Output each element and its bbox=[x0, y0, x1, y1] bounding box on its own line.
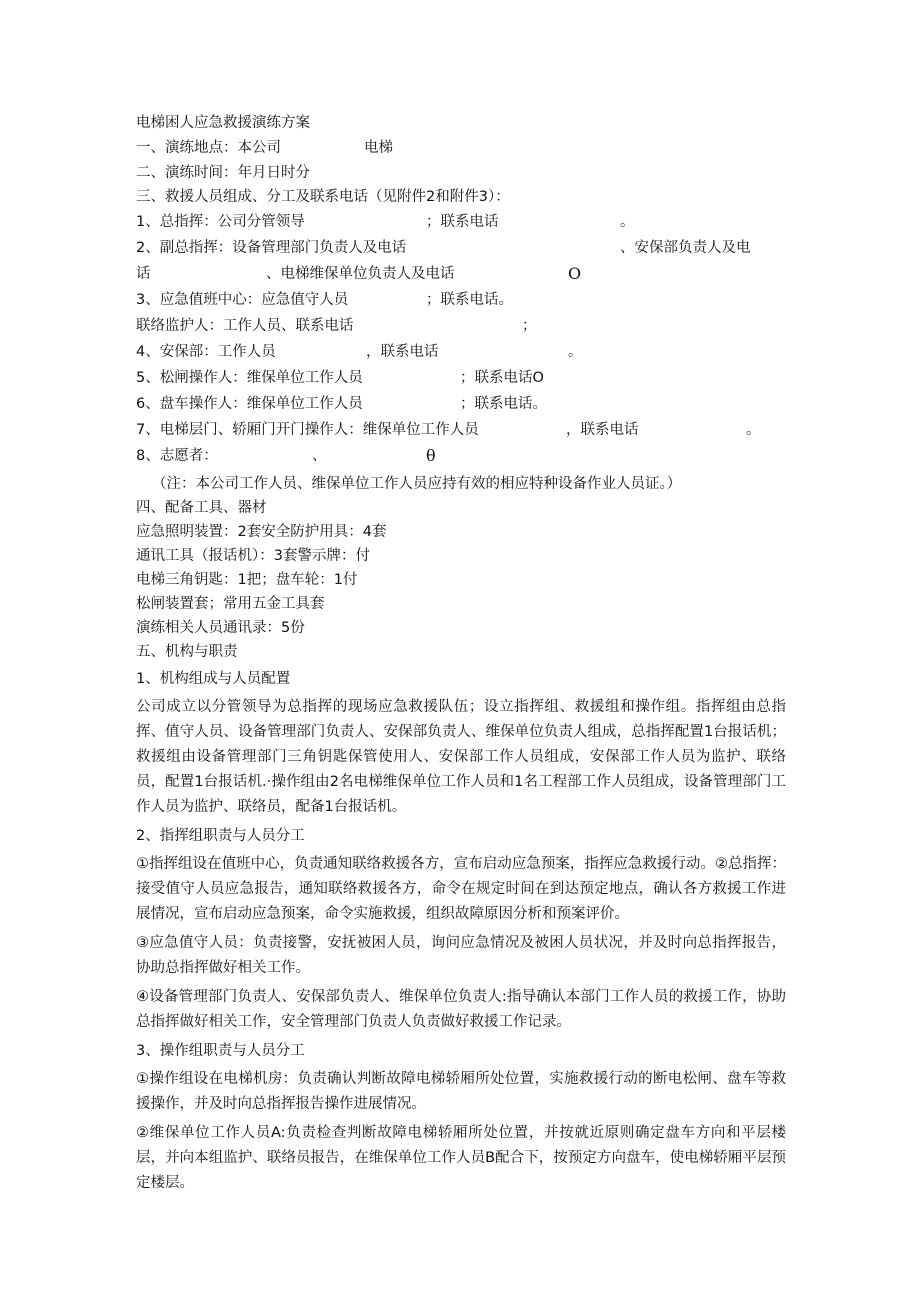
role-7-label: 7、电梯层门、轿厢门开门操作人：维保单位工作人员 bbox=[136, 422, 479, 438]
role-4-label: 4、安保部：工作人员 bbox=[136, 344, 276, 360]
role-4-phone: ，联系电话 bbox=[366, 344, 439, 360]
paragraph-operation-room: ①操作组设在电梯机房：负责确认判断故障电梯轿厢所处位置，实施救援行动的断电松闸、盘车等救援操作，并及时向总指挥报告操作进展情况。 bbox=[136, 1071, 786, 1112]
role-4-end: 。 bbox=[568, 344, 583, 360]
tool-item: 松闸装置套；常用五金工具套 bbox=[136, 596, 325, 612]
drill-location-line bbox=[136, 135, 786, 161]
section-5-heading: 五、机构与职责 bbox=[136, 644, 238, 660]
role-6-phone: ；联系电话。 bbox=[460, 396, 547, 412]
role-3-label: 3、应急值班中心：应急值守人员 bbox=[136, 292, 349, 308]
role-1-line bbox=[136, 209, 786, 235]
section-3-heading: 三、救援人员组成、分工及联系电话（见附件2和附件3）： bbox=[136, 189, 510, 205]
role-4-line bbox=[136, 339, 786, 365]
liaison-label: 联络监护人：工作人员、联系电话 bbox=[136, 318, 354, 334]
role-6-label: 6、盘车操作人：维保单位工作人员 bbox=[136, 396, 363, 412]
role-2-cont-end: O bbox=[568, 264, 582, 283]
certificate-note: （注：本公司工作人员、维保单位工作人员应持有效的相应特种设备作业人员证。） bbox=[152, 476, 682, 492]
tool-item: 应急照明装置：2套安全防护用具：4套 bbox=[136, 524, 387, 540]
role-8-end: θ bbox=[426, 446, 436, 465]
role-8-line bbox=[136, 443, 786, 469]
drill-location-label: 一、演练地点：本公司 bbox=[136, 140, 281, 156]
role-7-line bbox=[136, 417, 786, 443]
tool-item: 通讯工具（报话机）：3套警示牌：付 bbox=[136, 548, 370, 564]
role-2-label: 2、副总指挥：设备管理部门负责人及电话 bbox=[136, 240, 407, 256]
role-2-cont-line bbox=[136, 261, 786, 287]
role-8-label: 8、志愿者： bbox=[136, 448, 218, 464]
subsection-5-1-heading: 1、机构组成与人员配置 bbox=[136, 671, 291, 687]
paragraph-duty-staff: ③应急值守人员：负责接警，安抚被困人员，询问应急情况及被困人员状况，并及时向总指挥报告，协助总指挥做好相关工作。 bbox=[136, 935, 786, 976]
document-page bbox=[136, 111, 786, 1200]
subsection-5-3-heading: 3、操作组职责与人员分工 bbox=[136, 1043, 305, 1059]
role-7-end: 。 bbox=[746, 422, 761, 438]
tool-item: 演练相关人员通讯录：5份 bbox=[136, 620, 305, 636]
role-2-cont-mid: 、电梯维保单位负责人及电话 bbox=[266, 266, 455, 282]
role-1-phone: ；联系电话 bbox=[426, 214, 499, 230]
role-1-end: 。 bbox=[620, 214, 635, 230]
role-2-line bbox=[136, 235, 786, 261]
role-5-line bbox=[136, 365, 786, 391]
paragraph-organization: 公司成立以分管领导为总指挥的现场应急救援队伍；设立指挥组、救援组和操作组。指挥组由总指挥、值守人员、设备管理部门负责人、安保部负责人、维保单位负责人组成，总指挥配置1台报话机；救援组由设备管理部门三角钥匙保管使用人、安保部工作人员组成，安保部工作人员为监护、联络员，配置1台报话机.·操作组由2名电梯维保单位工作人员和1名工程部工作人员组成，设备管理部门工作人员为监护、联络员，配备1台报话机。 bbox=[136, 699, 786, 815]
drill-time-line: 二、演练时间：年月日时分 bbox=[136, 165, 310, 181]
role-7-phone: ，联系电话 bbox=[566, 422, 639, 438]
role-8-sep: 、 bbox=[312, 448, 327, 464]
paragraph-maintenance-staff-a: ②维保单位工作人员A:负责检查判断故障电梯轿厢所处位置，并按就近原则确定盘车方向和平层楼层，并向本组监护、联络员报告，在维保单位工作人员B配合下，按预定方向盘车，使电梯轿厢平层预定楼层。 bbox=[136, 1125, 786, 1191]
document-title: 电梯困人应急救援演练方案 bbox=[136, 115, 310, 131]
liaison-line bbox=[136, 313, 786, 339]
role-6-line bbox=[136, 391, 786, 417]
role-2-cont-label: 话 bbox=[136, 266, 151, 282]
role-3-line bbox=[136, 287, 786, 313]
paragraph-command-duties: ①指挥组设在值班中心，负责通知联络救援各方，宣布启动应急预案，指挥应急救援行动。②总指挥：接受值守人员应急报告，通知联络救援各方，命令在规定时间在到达预定地点，确认各方救援工作进展情况，宣布启动应急预案，命令实施救援，组织故障原因分析和预案评价。 bbox=[136, 856, 786, 922]
tool-item: 电梯三角钥匙：1把；盘车轮：1付 bbox=[136, 572, 358, 588]
role-1-label: 1、总指挥：公司分管领导 bbox=[136, 214, 305, 230]
role-2-tail: 、安保部负责人及电 bbox=[620, 240, 751, 256]
liaison-end: ； bbox=[522, 318, 537, 334]
paragraph-department-heads: ④设备管理部门负责人、安保部负责人、维保单位负责人:指导确认本部门工作人员的救援工作，协助总指挥做好相关工作，安全管理部门负责人负责做好救援工作记录。 bbox=[136, 989, 786, 1030]
role-3-phone: ；联系电话。 bbox=[426, 292, 513, 308]
section-4-heading: 四、配备工具、器材 bbox=[136, 500, 267, 516]
role-5-label: 5、松闸操作人：维保单位工作人员 bbox=[136, 370, 363, 386]
role-5-phone: ；联系电话O bbox=[460, 370, 544, 386]
drill-location-tail: 电梯 bbox=[364, 140, 393, 156]
subsection-5-2-heading: 2、指挥组职责与人员分工 bbox=[136, 828, 305, 844]
